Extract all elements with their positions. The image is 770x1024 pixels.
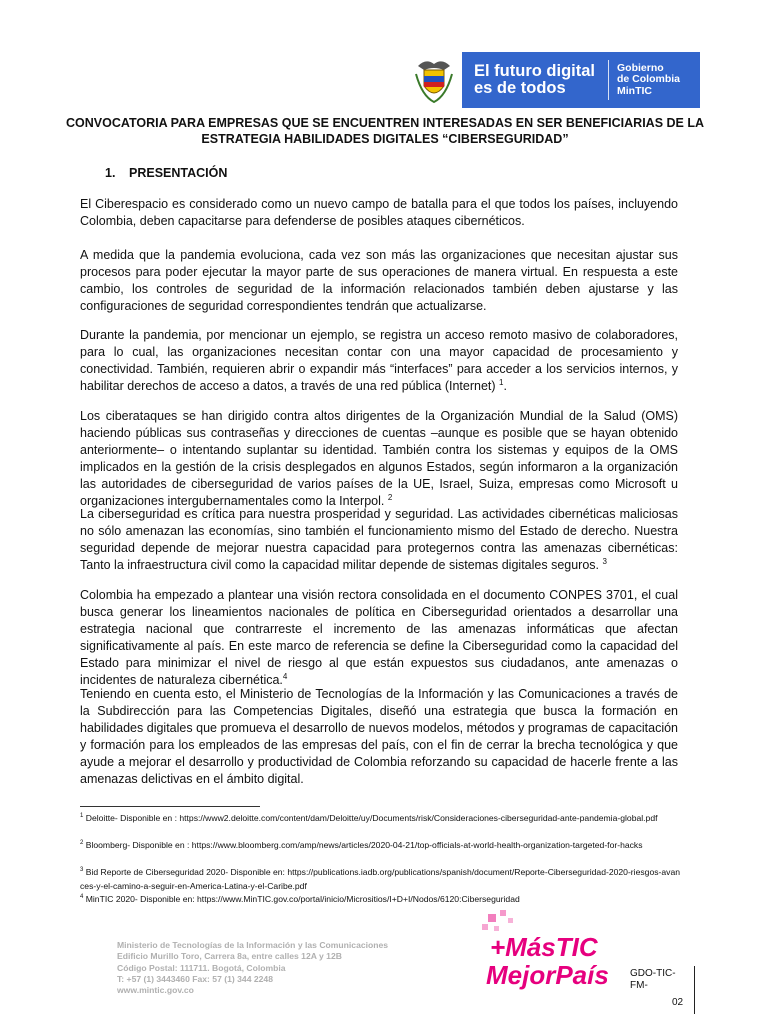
footnote-ref[interactable]: 1 — [499, 377, 504, 387]
footnote-separator — [80, 806, 260, 807]
paragraph — [80, 587, 678, 689]
section-number: 1. — [105, 166, 116, 180]
brand-slogan — [462, 63, 608, 97]
footer-ministry: Ministerio de Tecnologías de la Información y las Comunicaciones — [117, 940, 389, 950]
paragraph — [80, 686, 678, 788]
footer-website[interactable]: www.mintic.gov.co — [117, 985, 194, 996]
footnote-ref[interactable]: 3 — [602, 556, 607, 566]
document-code-line3: 02 — [672, 997, 684, 1008]
footnote-text: MinTIC 2020- Disponible en: https://www.MinTIC.gov.co/portal/inicio/Micrositios/I+D+I/Nodos/6120:Ciberseguridad — [85, 894, 520, 904]
footnote-text: Bid Reporte de Ciberseguridad 2020- Disponible en: https://publications.iadb.org/publications/spanish/document/Reporte-Ciberseguridad-2020-riesgos-avances-y-el-camino-a-seguir-en-America-Latina-y-el-Caribe.pdf — [80, 867, 681, 891]
paragraph-tail: . — [503, 379, 507, 393]
brand-government-line3: MinTIC — [617, 84, 652, 97]
paragraph-text: Durante la pandemia, por mencionar un ejemplo, se registra un acceso remoto masivo de colaboradores, para lo cual, las organizaciones necesitan contar con una mayor capacidad de procesamiento y conectividad. También, requieren abrir o expandir más “interfaces” para acceder a los servicios internos, y habilitar derechos de acceso a datos, a través de una red pública (Internet) — [80, 328, 678, 393]
footnote-number: 3 — [80, 867, 84, 874]
document-title-line2: ESTRATEGIA HABILIDADES DIGITALES “CIBERSEGURIDAD” — [201, 131, 569, 146]
paragraph — [80, 506, 678, 574]
paragraph — [80, 327, 678, 395]
paragraph-text: Teniendo en cuenta esto, el Ministerio de Tecnologías de la Información y las Comunicaciones a través de la Subdirección para las Competencias Digitales, diseñó una estrategia que busca la formación en habilidades digitales que promueva el desarrollo de nuevos modelos, métodos y programas de capacitación y formación para los empleados de las empresas del país, con el fin de cerrar la brecha tecnológica y que ayude a mejorar el desarrollo y productividad de Colombia reforzando su capacidad de hacerle frente a las amenazas delictivas en el ámbito digital. — [80, 687, 678, 786]
document-code — [630, 968, 690, 1009]
footnote-number: 4 — [80, 894, 84, 901]
footer-divider — [694, 966, 695, 1014]
footnote-text: Deloitte- Disponible en : https://www2.deloitte.com/content/dam/Deloitte/uy/Documents/risk/Consideraciones-ciberseguridad-ante-pandemia-global.pdf — [85, 813, 658, 823]
footnote-text: Bloomberg- Disponible en : https://www.bloomberg.com/amp/news/articles/2020-04-21/top-officials-at-world-health-organization-targeted-for-hacks — [85, 840, 643, 850]
brand-government-line1: Gobierno — [617, 61, 664, 74]
document-code-line1: GDO-TIC- — [630, 968, 676, 979]
colombia-coat-of-arms-icon — [414, 56, 454, 104]
footer-postal-code: Código Postal: 111711. Bogotá, Colombia — [117, 962, 286, 973]
paragraph — [80, 196, 678, 230]
footnote-ref[interactable]: 2 — [387, 492, 393, 502]
brand-slogan-line2: es de todos — [474, 79, 566, 97]
document-title — [60, 116, 710, 147]
footnote — [80, 812, 680, 826]
document-title-line1: CONVOCATORIA PARA EMPRESAS QUE SE ENCUENTREN INTERESADAS EN SER BENEFICIARIAS DE LA — [65, 116, 705, 130]
paragraph-text: Colombia ha empezado a plantear una visión rectora consolidada en el documento CONPES 3701, el cual busca generar los lineamientos nacionales de política en Ciberseguridad orientados a desarrollar una estrategia nacional que contrarreste el incremento de las amenazas informáticas que afectan significativamente al país. En este marco de referencia se define la Ciberseguridad como la capacidad del Estado para minimizar el nivel de riesgo al que están expuestos sus ciudadanos, ante amenazas o incidentes de naturaleza cibernética. — [80, 588, 678, 687]
document-code-line2: FM- — [630, 979, 648, 991]
section-title: PRESENTACIÓN — [129, 166, 228, 180]
mas-tic-mejor-pais-logo — [478, 910, 616, 996]
brand-government — [609, 63, 680, 98]
logo-line2: MejorPaís — [486, 960, 609, 990]
paragraph-text: La ciberseguridad es crítica para nuestra prosperidad y seguridad. Las actividades cibernéticas maliciosas no sólo amenazan las economías, sino también el funcionamiento mismo del Estado de derecho. Nuestra seguridad depende de mejorar nuestra capacidad para protegernos contra las amenazas cibernéticas: Tanto la infraestructura civil como la capacidad militar depende de sistemas digitales seguros. — [80, 507, 678, 572]
paragraph — [80, 247, 678, 315]
footnote — [80, 866, 680, 893]
footer-phone: T: +57 (1) 3443460 Fax: 57 (1) 344 2248 — [117, 973, 273, 984]
mintic-brand-banner — [462, 52, 700, 108]
footnote — [80, 839, 680, 853]
footnote — [80, 893, 680, 907]
brand-slogan-line1: El futuro digital — [474, 62, 595, 80]
footer-address — [117, 940, 417, 996]
footnote-ref[interactable]: 4 — [282, 671, 288, 681]
section-heading — [105, 166, 227, 180]
paragraph-text: El Ciberespacio es considerado como un nuevo campo de batalla para el que todos los países, incluyendo Colombia, deben capacitarse para defenderse de posibles ataques cibernéticos. — [80, 197, 678, 228]
paragraph — [80, 408, 678, 510]
logo-line1: +MásTIC — [490, 932, 598, 962]
footnote-number: 2 — [80, 840, 84, 847]
paragraph-text: A medida que la pandemia evoluciona, cada vez son más las organizaciones que necesitan ajustar sus procesos para poder ejecutar la mayor parte de sus operaciones de manera virtual. En respuesta a este cambio, los controles de seguridad de la información relacionados también deben ajustarse y las configuraciones de seguridad correspondientes tendrán que actualizarse. — [80, 248, 678, 313]
footer-building: Edificio Murillo Toro, Carrera 8a, entre calles 12A y 12B — [117, 951, 342, 962]
brand-government-line2: de Colombia — [617, 73, 681, 86]
footnote-number: 1 — [80, 813, 84, 820]
paragraph-text: Los ciberataques se han dirigido contra altos dirigentes de la Organización Mundial de la Salud (OMS) haciendo públicas sus contraseñas y direcciones de cuentas –aunque es posible que se hayan obtenido anteriormente– o intentando suplantar su identidad. También contra los sistemas y equipos de la OMS implicados en la gestión de la crisis desplegados en algunos Estados, según informaron a la organización las autoridades de ciberseguridad de varios países de la UE, Israel, Suiza, empresas como Microsoft u organizaciones intergubernamentales como la Interpol. — [80, 409, 678, 508]
